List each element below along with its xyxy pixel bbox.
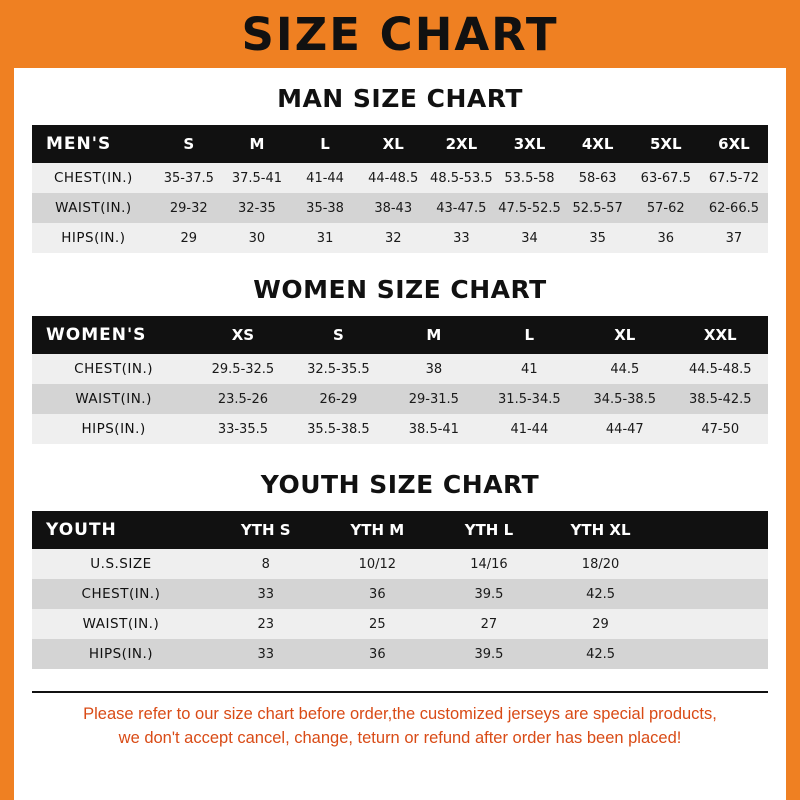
man-cell: 32 bbox=[384, 230, 402, 246]
youth-cell: 27 bbox=[480, 616, 498, 632]
man-cell: 37 bbox=[725, 230, 743, 246]
man-section-title: MAN SIZE CHART bbox=[277, 84, 523, 113]
man-col-header: 6XL bbox=[718, 135, 750, 153]
women-size-section bbox=[14, 275, 786, 444]
man-cell: 43-47.5 bbox=[436, 200, 487, 216]
man-cell: 41-44 bbox=[306, 170, 344, 186]
man-cell: 52.5-57 bbox=[572, 200, 623, 216]
youth-cell: 10/12 bbox=[358, 556, 397, 572]
women-cell: 44.5-48.5 bbox=[688, 361, 752, 377]
man-col-header: L bbox=[320, 135, 330, 153]
youth-row-label: WAIST(IN.) bbox=[82, 616, 160, 632]
table-row bbox=[32, 639, 768, 669]
youth-section-title: YOUTH SIZE CHART bbox=[260, 470, 540, 499]
women-cell: 38.5-41 bbox=[408, 421, 459, 437]
women-table-header bbox=[32, 316, 768, 354]
women-col-header: XS bbox=[231, 326, 255, 344]
women-cell: 44-47 bbox=[605, 421, 644, 437]
man-table-body bbox=[32, 163, 768, 253]
women-cell: 23.5-26 bbox=[217, 391, 269, 407]
youth-col-header: YTH S bbox=[240, 521, 291, 539]
youth-spacer bbox=[656, 639, 768, 669]
footer-line-1: Please refer to our size chart before order,the customized jerseys are special products, bbox=[83, 705, 717, 723]
youth-row-label: HIPS(IN.) bbox=[88, 646, 154, 662]
youth-cell: 18/20 bbox=[581, 556, 620, 572]
women-row-label: CHEST(IN.) bbox=[74, 361, 153, 377]
youth-table-body bbox=[32, 549, 768, 669]
man-corner-label: MEN'S bbox=[46, 134, 112, 154]
man-cell: 37.5-41 bbox=[231, 170, 283, 186]
women-col-header: L bbox=[524, 326, 535, 344]
youth-row-label: CHEST(IN.) bbox=[81, 586, 161, 602]
youth-corner-label: YOUTH bbox=[46, 520, 117, 540]
man-size-table bbox=[32, 125, 768, 253]
table-header-row bbox=[32, 511, 768, 549]
table-row bbox=[32, 193, 768, 223]
women-cell: 47-50 bbox=[701, 421, 740, 437]
man-cell: 67.5-72 bbox=[708, 170, 760, 186]
man-cell: 31 bbox=[316, 230, 334, 246]
man-cell: 44-48.5 bbox=[368, 170, 419, 186]
man-col-header: 4XL bbox=[581, 135, 614, 153]
header-band bbox=[0, 0, 800, 68]
youth-cell: 33 bbox=[257, 586, 274, 602]
youth-cell: 42.5 bbox=[586, 586, 616, 602]
table-header-row bbox=[32, 125, 768, 163]
women-col-header: XXL bbox=[703, 326, 737, 344]
youth-cell: 23 bbox=[257, 616, 274, 632]
man-cell: 36 bbox=[657, 230, 675, 246]
man-size-section bbox=[14, 84, 786, 253]
youth-cell: 39.5 bbox=[474, 586, 504, 602]
women-row-label: HIPS(IN.) bbox=[81, 421, 146, 437]
youth-table-header bbox=[32, 511, 768, 549]
man-col-header: S bbox=[183, 135, 195, 153]
women-col-header: S bbox=[332, 326, 344, 344]
man-cell: 48.5-53.5 bbox=[430, 170, 493, 186]
footer-line-2: we don't accept cancel, change, teturn or refund after order has been placed! bbox=[118, 728, 682, 747]
youth-cell: 42.5 bbox=[586, 646, 616, 662]
youth-col-header: YTH M bbox=[350, 521, 405, 539]
women-corner-label: WOMEN'S bbox=[46, 325, 147, 345]
youth-size-section bbox=[14, 470, 786, 669]
youth-cell: 36 bbox=[369, 586, 386, 602]
youth-cell: 25 bbox=[369, 616, 386, 632]
women-cell: 35.5-38.5 bbox=[307, 421, 370, 437]
man-cell: 38-43 bbox=[374, 200, 413, 216]
man-cell: 47.5-52.5 bbox=[498, 200, 561, 216]
table-row bbox=[32, 579, 768, 609]
youth-spacer bbox=[656, 549, 768, 579]
table-row bbox=[32, 609, 768, 639]
man-col-header: 5XL bbox=[649, 135, 682, 153]
women-cell: 32.5-35.5 bbox=[307, 361, 370, 377]
man-col-header: 3XL bbox=[513, 135, 546, 153]
man-cell: 30 bbox=[248, 230, 266, 246]
youth-cell: 36 bbox=[369, 646, 386, 662]
table-row bbox=[32, 549, 768, 579]
women-row-label: WAIST(IN.) bbox=[75, 391, 152, 407]
man-row-label: WAIST(IN.) bbox=[55, 200, 132, 216]
women-cell: 34.5-38.5 bbox=[593, 391, 657, 407]
women-cell: 38 bbox=[425, 361, 443, 377]
women-cell: 29-31.5 bbox=[408, 391, 459, 407]
table-row bbox=[32, 414, 768, 444]
man-cell: 58-63 bbox=[578, 170, 617, 186]
women-size-table bbox=[32, 316, 768, 444]
women-cell: 29.5-32.5 bbox=[211, 361, 275, 377]
man-row-label: CHEST(IN.) bbox=[53, 170, 133, 186]
man-cell: 33 bbox=[453, 230, 470, 246]
women-section-title: WOMEN SIZE CHART bbox=[253, 275, 547, 304]
table-row bbox=[32, 223, 768, 253]
youth-cell: 39.5 bbox=[474, 646, 504, 662]
women-cell: 26-29 bbox=[319, 391, 358, 407]
women-cell: 44.5 bbox=[610, 361, 640, 377]
table-row bbox=[32, 384, 768, 414]
table-row bbox=[32, 354, 768, 384]
man-cell: 62-66.5 bbox=[708, 200, 760, 216]
youth-cell: 29 bbox=[592, 616, 609, 632]
man-col-header: XL bbox=[382, 135, 404, 153]
youth-cell: 33 bbox=[257, 646, 274, 662]
youth-col-header: YTH XL bbox=[570, 521, 631, 539]
youth-cell: 8 bbox=[261, 556, 270, 572]
man-cell: 35-38 bbox=[306, 200, 344, 216]
women-cell: 33-35.5 bbox=[217, 421, 269, 437]
table-header-row bbox=[32, 316, 768, 354]
man-col-header: 2XL bbox=[445, 135, 478, 153]
youth-spacer bbox=[656, 511, 768, 549]
man-row-label: HIPS(IN.) bbox=[61, 230, 126, 246]
man-cell: 34 bbox=[521, 230, 538, 246]
women-col-header: XL bbox=[614, 326, 636, 344]
youth-cell: 14/16 bbox=[470, 556, 508, 572]
women-cell: 31.5-34.5 bbox=[498, 391, 561, 407]
man-cell: 32-35 bbox=[238, 200, 276, 216]
youth-spacer bbox=[656, 609, 768, 639]
page-title: SIZE CHART bbox=[241, 7, 559, 61]
man-cell: 29-32 bbox=[169, 200, 208, 216]
youth-row-label: U.S.SIZE bbox=[90, 556, 152, 572]
man-cell: 63-67.5 bbox=[640, 170, 691, 186]
women-cell: 41 bbox=[521, 361, 538, 377]
table-row bbox=[32, 163, 768, 193]
man-col-header: M bbox=[249, 135, 265, 153]
man-table-header bbox=[32, 125, 768, 163]
youth-col-header: YTH L bbox=[464, 521, 514, 539]
man-cell: 57-62 bbox=[646, 200, 685, 216]
women-table-body bbox=[32, 354, 768, 444]
youth-size-table bbox=[32, 511, 768, 669]
man-cell: 35 bbox=[589, 230, 606, 246]
women-col-header: M bbox=[426, 326, 442, 344]
man-cell: 53.5-58 bbox=[504, 170, 555, 186]
women-cell: 38.5-42.5 bbox=[688, 391, 752, 407]
man-cell: 35-37.5 bbox=[163, 170, 214, 186]
footer-note bbox=[32, 691, 768, 751]
man-cell: 29 bbox=[180, 230, 198, 246]
women-cell: 41-44 bbox=[510, 421, 549, 437]
youth-spacer bbox=[656, 579, 768, 609]
